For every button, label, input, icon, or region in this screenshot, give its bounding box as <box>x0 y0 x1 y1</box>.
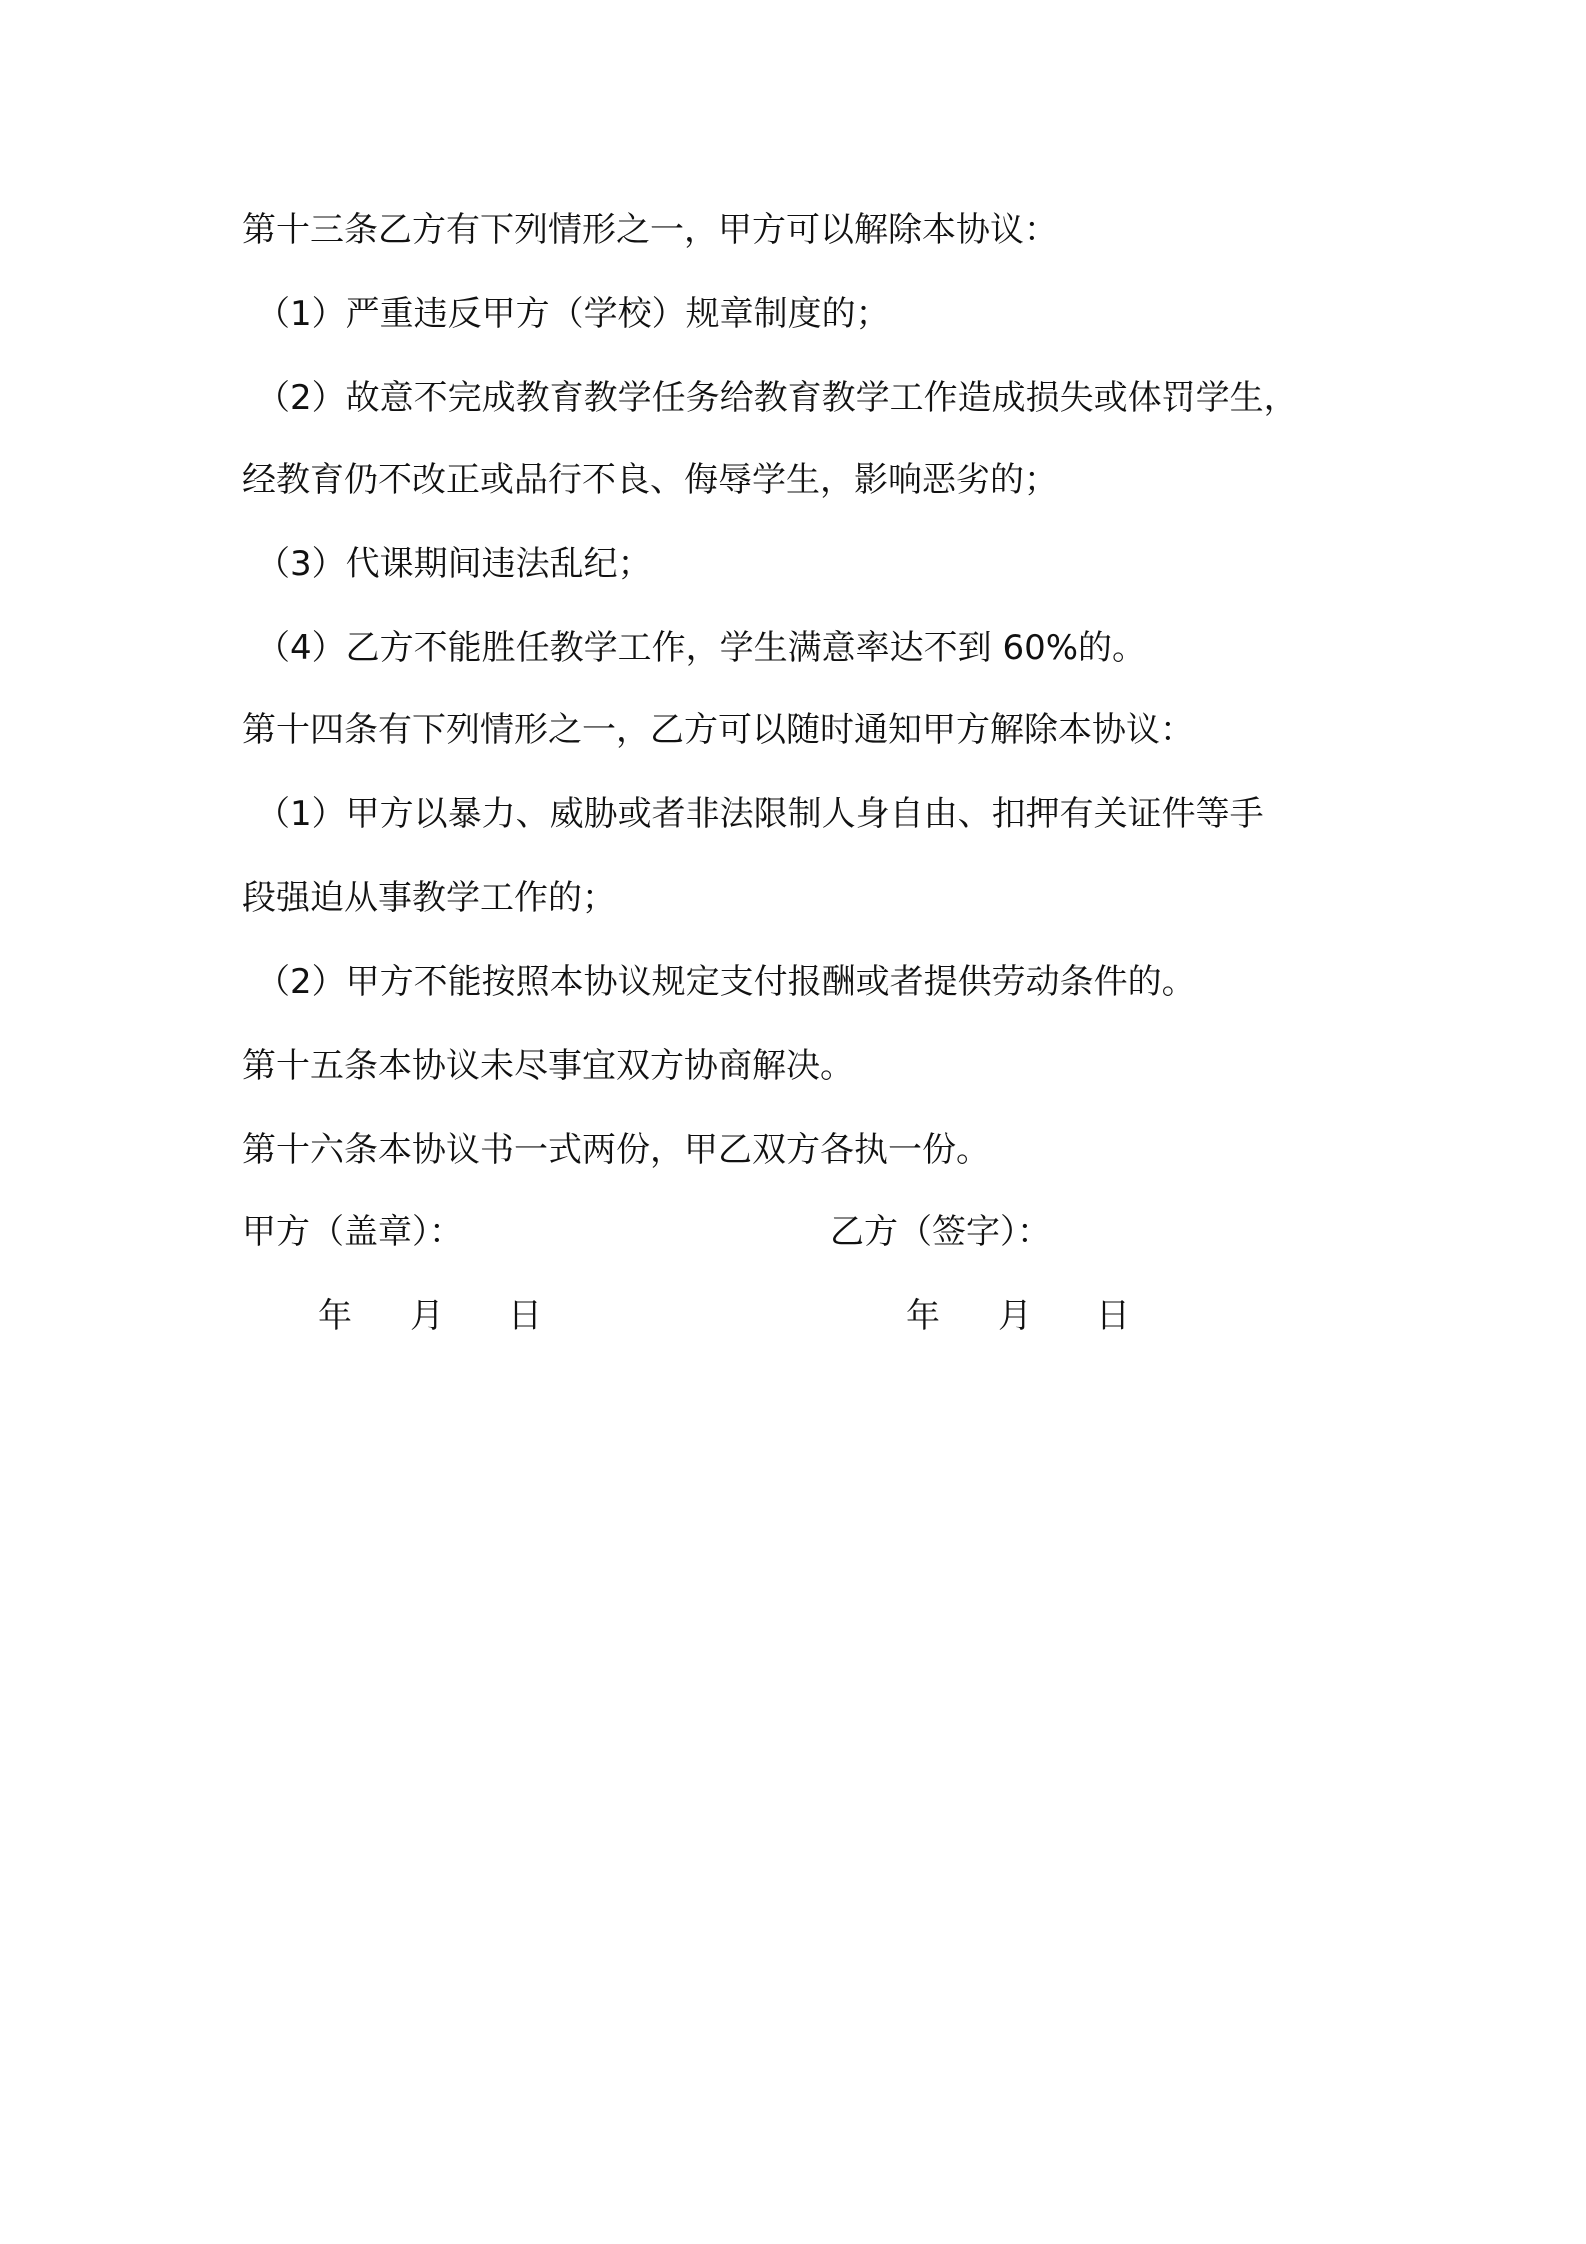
party-a-seal-label: 甲方（盖章）： <box>242 1212 463 1252</box>
article-14-title: 第十四条有下列情形之一，乙方可以随时通知甲方解除本协议： <box>242 710 1194 750</box>
article-14-item-1-line-2: 段强迫从事教学工作的； <box>242 878 616 918</box>
article-14-item-1-line-1: （1）甲方以暴力、威胁或者非法限制人身自由、扣押有关证件等手 <box>256 794 1264 834</box>
article-13-item-2-line-1: （2）故意不完成教育教学任务给教育教学工作造成损失或体罚学生， <box>256 378 1298 418</box>
party-b-day-label: 日 <box>1096 1296 1130 1336</box>
article-13-title: 第十三条乙方有下列情形之一，甲方可以解除本协议： <box>242 210 1058 250</box>
article-13-item-3: （3）代课期间违法乱纪； <box>256 544 652 584</box>
party-a-day-label: 日 <box>508 1296 542 1336</box>
party-b-month-label: 月 <box>998 1296 1032 1336</box>
article-13-item-1: （1）严重违反甲方（学校）规章制度的； <box>256 294 890 334</box>
party-a-year-label: 年 <box>318 1296 352 1336</box>
article-13-item-4: （4）乙方不能胜任教学工作，学生满意率达不到 60%的。 <box>256 628 1147 668</box>
article-13-item-2-line-2: 经教育仍不改正或品行不良、侮辱学生，影响恶劣的； <box>242 460 1058 500</box>
article-14-item-2: （2）甲方不能按照本协议规定支付报酬或者提供劳动条件的。 <box>256 962 1196 1002</box>
party-b-year-label: 年 <box>906 1296 940 1336</box>
party-b-signature-label: 乙方（签字）： <box>830 1212 1051 1252</box>
article-15: 第十五条本协议未尽事宜双方协商解决。 <box>242 1046 854 1086</box>
party-a-month-label: 月 <box>410 1296 444 1336</box>
article-16: 第十六条本协议书一式两份，甲乙双方各执一份。 <box>242 1130 990 1170</box>
